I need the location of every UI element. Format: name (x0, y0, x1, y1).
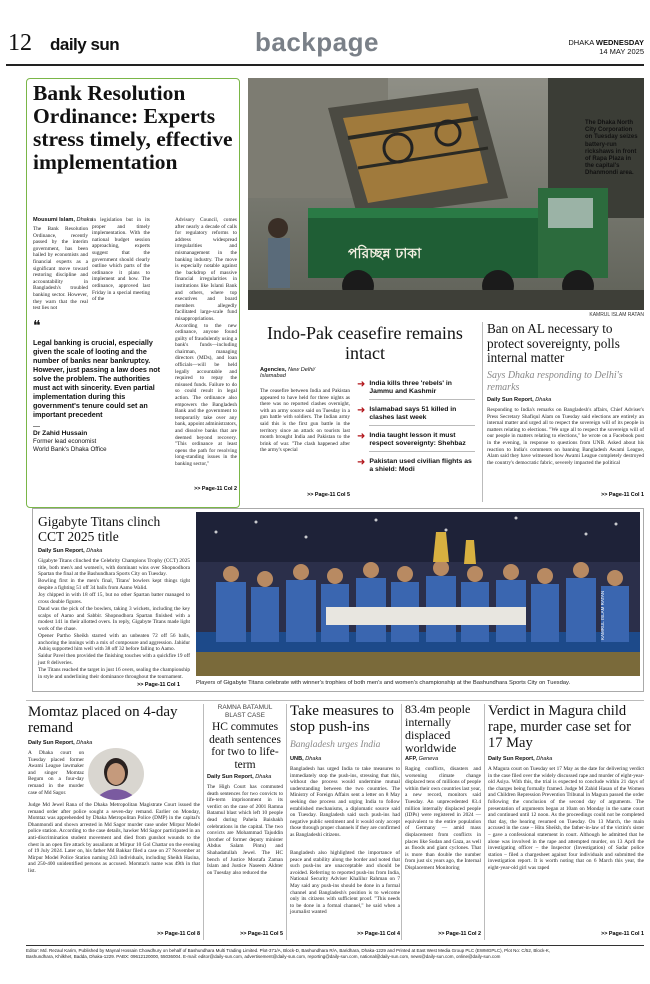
bullet-item: ➜ India kills three 'rebels' in Jammu and Kashmir (357, 380, 475, 400)
column-divider (482, 322, 483, 502)
arrow-right-icon: ➜ (357, 457, 366, 468)
footer-line-2: Bashundhara, Khilkhet, Badda, Dhaka-1229. PABX: 09612120000, 55036004. E-mail: editor@daily-sun.com, advertisement@daily-sun.com, reporting@daily-sun.com, national@daily-sun.com, news@daily-sun.com, online@daily-sun.com (26, 954, 501, 959)
section-title: backpage (255, 27, 379, 57)
bullet-item: ➜ Islamabad says 51 killed in clashes last week (357, 406, 475, 426)
displaced-byline: AFP, Geneva (405, 756, 439, 762)
lead-headline: Bank Resolution Ordinance: Experts stress timely, effective implementation (33, 81, 233, 174)
paper-name: daily sun (50, 35, 120, 54)
dateline-weekday: WEDNESDAY (595, 38, 644, 47)
rickshaw-seizure-photo (248, 78, 644, 310)
momtaz-continued: >> Page-11 Col 8 (157, 931, 200, 937)
momtaz-body2: Judge Md Jewel Rana of the Dhaka Metropolitan Magistrate Court issued the remand order after police sought a seven-day remand. Earlier on Monday, Momtaz was apprehended by Dhaka Metropolitan Police (DMP) in the capital's Dhanmondi and shown arrested in Md Sagor murder case under Mirpur Model police station. According to the case details, hawker Md Sagor participated in an anti-discrimination student movement and died from gunshot wounds to the chest in an open fire attack by assailants at Mirpur 10 Gol Chattar on the evening of 19 July 2024. Later on, his father Md Bakkar filed a case on 27 November at Mirpur Model Police Station naming 243 individuals, including Sheikh Hasina, and 250-400 unidentified persons as accused. Momtaz's name was 49th in that list. (28, 802, 200, 874)
indopak-continued: >> Page-11 Col 5 (307, 492, 350, 498)
arrow-right-icon: ➜ (357, 379, 366, 390)
ramna-continued: >> Page-11 Col 5 (240, 931, 283, 937)
ramna-body: The High Court has commuted death sentences for two convicts to life-term imprisonment in its verdict on the case of 2001 Ramna Batamul blast which left 10 people dead during Pahela Baishakh celebrations in the capital. The two convicts are Mohammad Tajuddin (brother of former deputy minister Abdus Salam Pintu) and Shahadatullah Jewel. The HC bench of Justice Mostafa Zaman Islam and Justice Naseem Akhter on Tuesday also reduced the (207, 784, 283, 876)
lead-col2: in legislation but in its proper and timely implementation. With the national budget session approaching, experts suggest that the government should clearly outline which parts of the ordinance it plans to implement and how. The ordinance, approved last Friday in a special meeting of the (92, 217, 150, 303)
masthead-rule (6, 64, 644, 66)
dateline-city: DHAKA (568, 38, 594, 47)
ramna-byline: Daily Sun Report, Dhaka (207, 774, 272, 780)
column-divider (401, 704, 402, 940)
lead-col3: Advisory Council, comes after nearly a decade of calls for regulatory reforms to address widespread irregularities and mismanagement in the banking industry. The move is especially notable against the backdrop of massive financial irregularities in institutions like Islami Bank and others, where top executives and board members allegedly facilitated large-scale fund misappropriations. According to the new ordinance, anyone found guilty of fraudulently using a bank's funds—including chairman, managing directors (MDs), and loan officials—will be held legally accountable and required to repay the misused funds. Failure to do so could result in legal action. The ordinance also empowers the Bangladesh Bank and the government to temporarily take over any bank, appoint administrators, and dissolve banks that are deemed beyond recovery. "This ordinance at least opens the path for resolving long-standing issues in the banking sector," (175, 217, 237, 467)
rickshaw-seizure-illustration (248, 78, 644, 310)
indopak-byline: Agencies, New Delhi/ Islamabad (260, 367, 316, 379)
push-body2: Bangladesh also highlighted the importance of peace and stability along the border and noted that such push-ins are unacceptable and should be avoided. Referring to reported push-ins from India, National Security Adviser Khalilur Rahman on 7 May said any push-ins should be done in a formal channel and Bangladesh's position is to welcome only its citizens with sufficient proof. "This needs to be done in a formal channel," he said when a journalist wanted (290, 850, 400, 916)
column-divider (484, 704, 485, 940)
lead-quote-box (33, 320, 163, 500)
indopak-headline: Indo-Pak ceasefire remains intact (267, 323, 463, 363)
photo1-credit: KAMRUL ISLAM RATAN (589, 312, 644, 318)
push-headline: Take measures to stop push-ins (290, 703, 394, 735)
push-body1: Bangladesh has urged India to take measures to immediately stop the push-ins, stressing that this, without due process would undermine mutual understanding between the two countries. The Ministry of Foreign Affairs sent a letter on 8 May seeking due process and urging India to follow established mechanisms, a diplomatic source said on Tuesday. Bangladesh said such push-ins had negative public sentiment and it would only accept those through proper channels if they are confirmed as Bangladeshi citizens. (290, 766, 400, 838)
masthead (0, 0, 650, 72)
dateline (540, 38, 644, 56)
footer-rule (26, 945, 644, 946)
footer-line-1: Editor: Md. Rezaul Karim, Published by Maynal Hossain Chowdhury on behalf of Bashundhara Multi Trading Limited. Plot-371/A, Block-D, Bashundhara R/A, Baridhara, Dhaka-1229 and Printed at East West Media Group PLC (EWMGPLC), Plot No: C/52, Block-K, (26, 948, 551, 953)
push-continued: >> Page-11 Col 4 (357, 931, 400, 937)
bullet-item: ➜ India taught lesson it must respect sovereignty: Shehbaz (357, 432, 475, 452)
displaced-body: Raging conflicts, disasters and worsening climate change displaced tens of millions of people within their own countries last year, a new record, monitors said Tuesday. An unprecedented 83.4 million internally displaced people (IDPs) were registered in 2024 — equivalent to the entire population of Germany — amid mass displacement from conflicts in places like Sudan and Gaza, as well as floods and giant cyclones. That is more than double the number from just six years ago, the Internal Displacement Monitoring (405, 766, 481, 871)
push-byline: UNB, Dhaka (290, 756, 322, 762)
quote-org: World Bank's Dhaka Office (33, 445, 107, 453)
dateline-date: 14 MAY 2025 (599, 47, 644, 56)
gigabyte-byline: Daily Sun Report, Dhaka (38, 548, 103, 554)
indopak-body: The ceasefire between India and Pakistan appeared to have held for three nights as there was no reported clashes overnight, with an army source said on Tuesday in a gun battle with soldiers. The Indian army said this is the first gun battle in the territory since an attack on tourists last month brought India and Pakistan to the brink of war. "The clash happened after the army's special (260, 388, 350, 454)
gigabyte-photo-credit: KAMRUL ISLAM RATAN (600, 590, 605, 640)
momtaz-portrait (88, 748, 144, 800)
momtaz-body1: A Dhaka court on Tuesday placed former Awami League lawmaker and singer Momtaz Begum on a four-day remand in the murder case of Md Sagor. (28, 750, 84, 796)
magura-continued: >> Page-11 Col 1 (601, 931, 644, 937)
ban-al-headline: Ban on AL necessary to protect sovereignty, polls internal matter (487, 321, 620, 365)
gigabyte-headline: Gigabyte Titans clinch CCT 2025 title (38, 514, 161, 544)
displaced-continued: >> Page-11 Col 2 (438, 931, 481, 937)
lead-continued: >> Page-11 Col 2 (194, 486, 237, 492)
quote-title: Former lead economist (33, 438, 97, 445)
gigabyte-body: Gigabyte Titans clinched the Celebrity Champions Trophy (CCT) 2025 title, both men's and women's, with dominant wins over Shopnodhora Spartan the final at the Bashundhara Sports City on Tuesday. Bowling first in the men's final, Titans' bowlers kept things tight despite a fighting 51 off 34 balls from Aamo Walid. Joy chipped in with 18 off 15, but no other Spartan batter managed to cross double figures. Daud was the pick of the bowlers, taking 3 wickets, including the key scalps of Aamo and Sabbir. Shopnodhora Spartan finished with a modest 141 in their allotted overs. In reply, Gigabyte Titans made light work of the chase. Opener Partho Sheikh starred with an unbeaten 72 off 56 balls, anchoring the innings with a mix of composure and aggression. Jahidur Ashiq supported him well with 38 off 32 before falling to Aamo. Saidur Pavel then provided the finishing touches with a quickfire 19 off just 8 deliveries. The Titans reached the target in just 16 overs, sealing the championship in style and underlining their dominance throughout the tournament. (38, 558, 190, 680)
footer-imprint (26, 948, 644, 960)
ramna-headline: HC commutes death sentences for two to life-term (209, 721, 281, 771)
gigabyte-caption: Players of Gigabyte Titans celebrate with winner's trophies of both men's and women's championship at the Bashundhara Sports City on Tuesday. (196, 680, 571, 686)
ban-al-byline: Daily Sun Report, Dhaka (487, 397, 552, 403)
truck-lettering: পরিচ্ছন্ন ঢাকা (348, 246, 422, 262)
titans-celebration-illustration (196, 512, 640, 676)
lead-quote: Legal banking is crucial, especially given the scale of looting and the number of banks near bankruptcy. However, just passing a law does not solve the problem. The authorities must act with sincerity. Even partial implementation during this government's tenure could set an important precedent (33, 338, 161, 419)
momtaz-byline: Daily Sun Report, Dhaka (28, 740, 93, 746)
arrow-right-icon: ➜ (357, 405, 366, 416)
column-divider (203, 704, 204, 940)
magura-byline: Daily Sun Report, Dhaka (488, 756, 553, 762)
lead-byline: Mousumi Islam, Dhaka (33, 217, 93, 223)
bullet-item: ➜ Pakistan used civilian flights as a shield: Modi (357, 457, 472, 473)
momtaz-portrait-illustration (88, 748, 144, 800)
bottom-rule (26, 700, 644, 701)
ban-al-body: Responding to India's remarks on Bangladesh's affairs, Chief Adviser's Press Secretary Shafiqul Alam on Tuesday said elections are entirely an internal matter and urged all to respect the sovereign will of its people in matters relating to elections. "We urge all to respect the sovereign will of our people in matters relating to elections," he wrote on a Facebook post in the evening, in response to questions from UNB. Asked about his reaction to India's comments on banning Bangladesh Awami League, Alam said they have witnessed how Awami League completely destroyed the country's democratic fabric, severely impacted the political (487, 407, 644, 466)
push-subhead: Bangladesh urges India (290, 740, 381, 750)
quote-dash: — (33, 423, 40, 430)
indopak-bullets (357, 380, 475, 474)
quote-name: Dr Zahid Hussain (33, 430, 88, 437)
ban-al-subhead: Says Dhaka responding to Delhi's remarks (487, 370, 623, 393)
magura-headline: Verdict in Magura child rape, murder case set for 17 May (488, 703, 631, 751)
quote-mark-icon: ❝ (33, 319, 41, 334)
column-divider (286, 704, 287, 940)
ban-al-continued: >> Page-11 Col 1 (601, 492, 644, 498)
gigabyte-continued: >> Page-11 Col 1 (137, 682, 180, 688)
lead-col1: The Bank Resolution Ordinance, recently passed by the interim government, has been hailed by economists and financial experts as a significant move toward restoring discipline and accountability in Bangladesh's troubled banking sector. However, they warn that the real test lies not (33, 226, 88, 312)
arrow-right-icon: ➜ (357, 431, 366, 442)
photo1-caption: The Dhaka North City Corporation on Tuesday seizes battery-run rickshaws in front of Rapa Plaza in the capital's Dhanmondi area. (585, 120, 638, 177)
page-number: 12 (8, 30, 32, 56)
displaced-headline: 83.4m people internally displaced worldwide (405, 702, 471, 755)
ramna-kicker: RAMNA BATAMUL BLAST CASE (217, 704, 273, 719)
magura-body: A Magura court on Tuesday set 17 May as the date for delivering verdict in the case filed over the widely discussed rape and murder of eight-year-old Asiya. With this, the trial is expected to conclude within 21 days of the charges being formally framed. Judge M Zahid Hasan of the Women and Children Repression Prevention Tribunal in Magura passed the order following the conclusion of the second day of arguments. The presentation of arguments began at 10am on Monday in the same court and continued until 12 noon. As the proceedings could not be completed that day, the hearing resumed on Tuesday. On 13 March, the main accused in the case – Hitu Sheikh, the father-in-law of the victim's sister – gave a confessional statement in court. Although he admitted that he alone was involved in the rape and attempted murder, on 13 April the investigating officer – the Inspector (Investigation) of Sadar police station – filed a chargesheet against four individuals and submitted the investigation report. It is worth noting that on 6 March this year, the eight-year-old girl was raped (488, 766, 644, 871)
titans-celebration-photo (196, 512, 640, 676)
momtaz-headline: Momtaz placed on 4-day remand (28, 704, 178, 736)
